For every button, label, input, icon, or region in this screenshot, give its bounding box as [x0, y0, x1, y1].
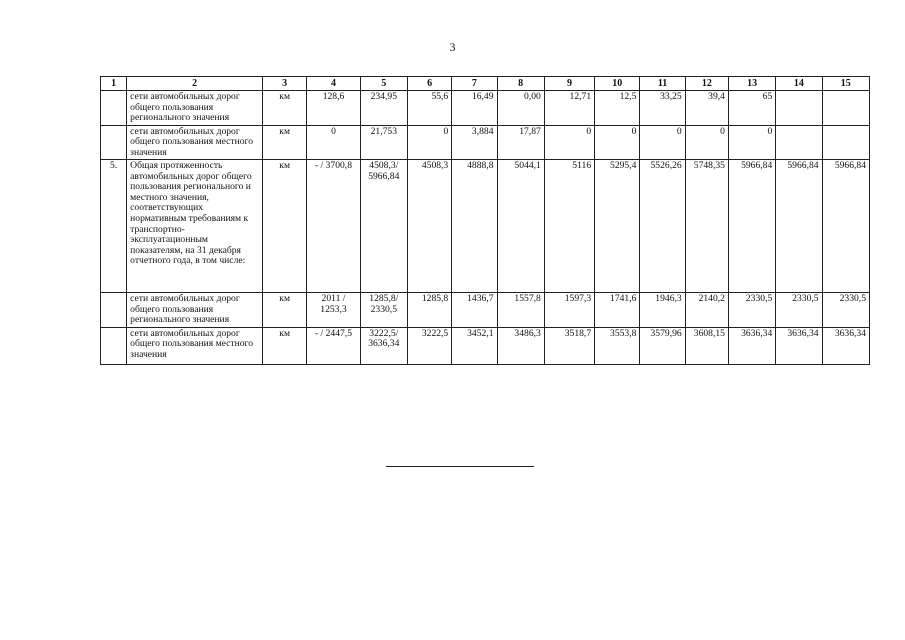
- column-header: 13: [728, 77, 775, 91]
- value-cell: 234,95: [360, 91, 407, 126]
- value-cell: 3636,34: [728, 327, 775, 364]
- value-cell: 3,884: [452, 125, 497, 160]
- value-cell: [776, 125, 822, 160]
- value-cell: 2330,5: [776, 293, 822, 328]
- value-cell: 4888,8: [452, 160, 497, 293]
- value-cell: 3636,34: [776, 327, 822, 364]
- value-cell: 55,6: [407, 91, 451, 126]
- value-cell: 1436,7: [452, 293, 497, 328]
- value-cell: 3222,5: [407, 327, 451, 364]
- value-cell: 1946,3: [640, 293, 685, 328]
- value-cell: 0: [544, 125, 594, 160]
- indicators-table: [100, 76, 870, 365]
- page-number: 3: [449, 40, 456, 54]
- value-cell: [822, 91, 869, 126]
- column-header: 12: [685, 77, 728, 91]
- column-header: 6: [407, 77, 451, 91]
- header-row: [101, 77, 870, 91]
- value-cell: 5966,84: [776, 160, 822, 293]
- value-cell: 16,49: [452, 91, 497, 126]
- value-cell: 3222,5/ 3636,34: [360, 327, 407, 364]
- column-header: 14: [776, 77, 822, 91]
- value-cell: 3553,8: [595, 327, 640, 364]
- indicator-description-cell: сети автомобильных дорог общего пользования регионального значения: [127, 293, 263, 328]
- indicator-description-cell: Общая протяженность автомобильных дорог общего пользования регионального и местного значения, соответствующих нормативным требованиям к транспортно-эксплуатационным показателям, на 31 декабря отчетного года, в том числе:: [127, 160, 263, 293]
- value-cell: 5966,84: [728, 160, 775, 293]
- value-cell: 5526,26: [640, 160, 685, 293]
- value-cell: 0: [685, 125, 728, 160]
- value-cell: 1285,8/ 2330,5: [360, 293, 407, 328]
- unit-cell: км: [263, 160, 307, 293]
- column-header: 4: [307, 77, 360, 91]
- row-number-cell: 5.: [101, 160, 127, 293]
- value-cell: 33,25: [640, 91, 685, 126]
- column-header: 5: [360, 77, 407, 91]
- value-cell: 4508,3/ 5966,84: [360, 160, 407, 293]
- column-header: 1: [101, 77, 127, 91]
- value-cell: 2330,5: [822, 293, 869, 328]
- value-cell: 5044,1: [497, 160, 544, 293]
- value-cell: 12,71: [544, 91, 594, 126]
- value-cell: 0: [640, 125, 685, 160]
- row-number-cell: [101, 293, 127, 328]
- value-cell: 5295,4: [595, 160, 640, 293]
- indicator-description-cell: сети автомобильных дорог общего пользования местного значения: [127, 327, 263, 364]
- column-header: 3: [263, 77, 307, 91]
- value-cell: 0: [595, 125, 640, 160]
- value-cell: 12,5: [595, 91, 640, 126]
- value-cell: 3608,15: [685, 327, 728, 364]
- value-cell: - / 2447,5: [307, 327, 360, 364]
- unit-cell: км: [263, 293, 307, 328]
- value-cell: 3452,1: [452, 327, 497, 364]
- indicator-description-cell: сети автомобильных дорог общего пользования регионального значения: [127, 91, 263, 126]
- value-cell: 5966,84: [822, 160, 869, 293]
- value-cell: 0: [407, 125, 451, 160]
- value-cell: 0: [728, 125, 775, 160]
- value-cell: 5748,35: [685, 160, 728, 293]
- separator-line: [386, 466, 534, 467]
- column-header: 2: [127, 77, 263, 91]
- value-cell: 5116: [544, 160, 594, 293]
- column-header: 10: [595, 77, 640, 91]
- column-header: 15: [822, 77, 869, 91]
- value-cell: [822, 125, 869, 160]
- value-cell: 3518,7: [544, 327, 594, 364]
- column-header: 8: [497, 77, 544, 91]
- value-cell: - / 3700,8: [307, 160, 360, 293]
- value-cell: 1597,3: [544, 293, 594, 328]
- column-header: 9: [544, 77, 594, 91]
- row-number-cell: [101, 327, 127, 364]
- value-cell: 3579,96: [640, 327, 685, 364]
- value-cell: 4508,3: [407, 160, 451, 293]
- value-cell: 0: [307, 125, 360, 160]
- value-cell: 1285,8: [407, 293, 451, 328]
- value-cell: 21,753: [360, 125, 407, 160]
- value-cell: 2140,2: [685, 293, 728, 328]
- value-cell: 65: [728, 91, 775, 126]
- value-cell: [776, 91, 822, 126]
- value-cell: 3636,34: [822, 327, 869, 364]
- unit-cell: км: [263, 91, 307, 126]
- value-cell: 1557,8: [497, 293, 544, 328]
- table-row: [101, 293, 870, 328]
- unit-cell: км: [263, 327, 307, 364]
- column-header: 7: [452, 77, 497, 91]
- table-row: [101, 327, 870, 364]
- table-row: [101, 91, 870, 126]
- value-cell: 1741,6: [595, 293, 640, 328]
- value-cell: 17,87: [497, 125, 544, 160]
- row-number-cell: [101, 91, 127, 126]
- value-cell: 0,00: [497, 91, 544, 126]
- value-cell: 128,6: [307, 91, 360, 126]
- row-number-cell: [101, 125, 127, 160]
- value-cell: 39,4: [685, 91, 728, 126]
- value-cell: 2011 / 1253,3: [307, 293, 360, 328]
- table-row: [101, 160, 870, 293]
- value-cell: 3486,3: [497, 327, 544, 364]
- unit-cell: км: [263, 125, 307, 160]
- indicator-description-cell: сети автомобильных дорог общего пользования местного значения: [127, 125, 263, 160]
- value-cell: 2330,5: [728, 293, 775, 328]
- column-header: 11: [640, 77, 685, 91]
- table-row: [101, 125, 870, 160]
